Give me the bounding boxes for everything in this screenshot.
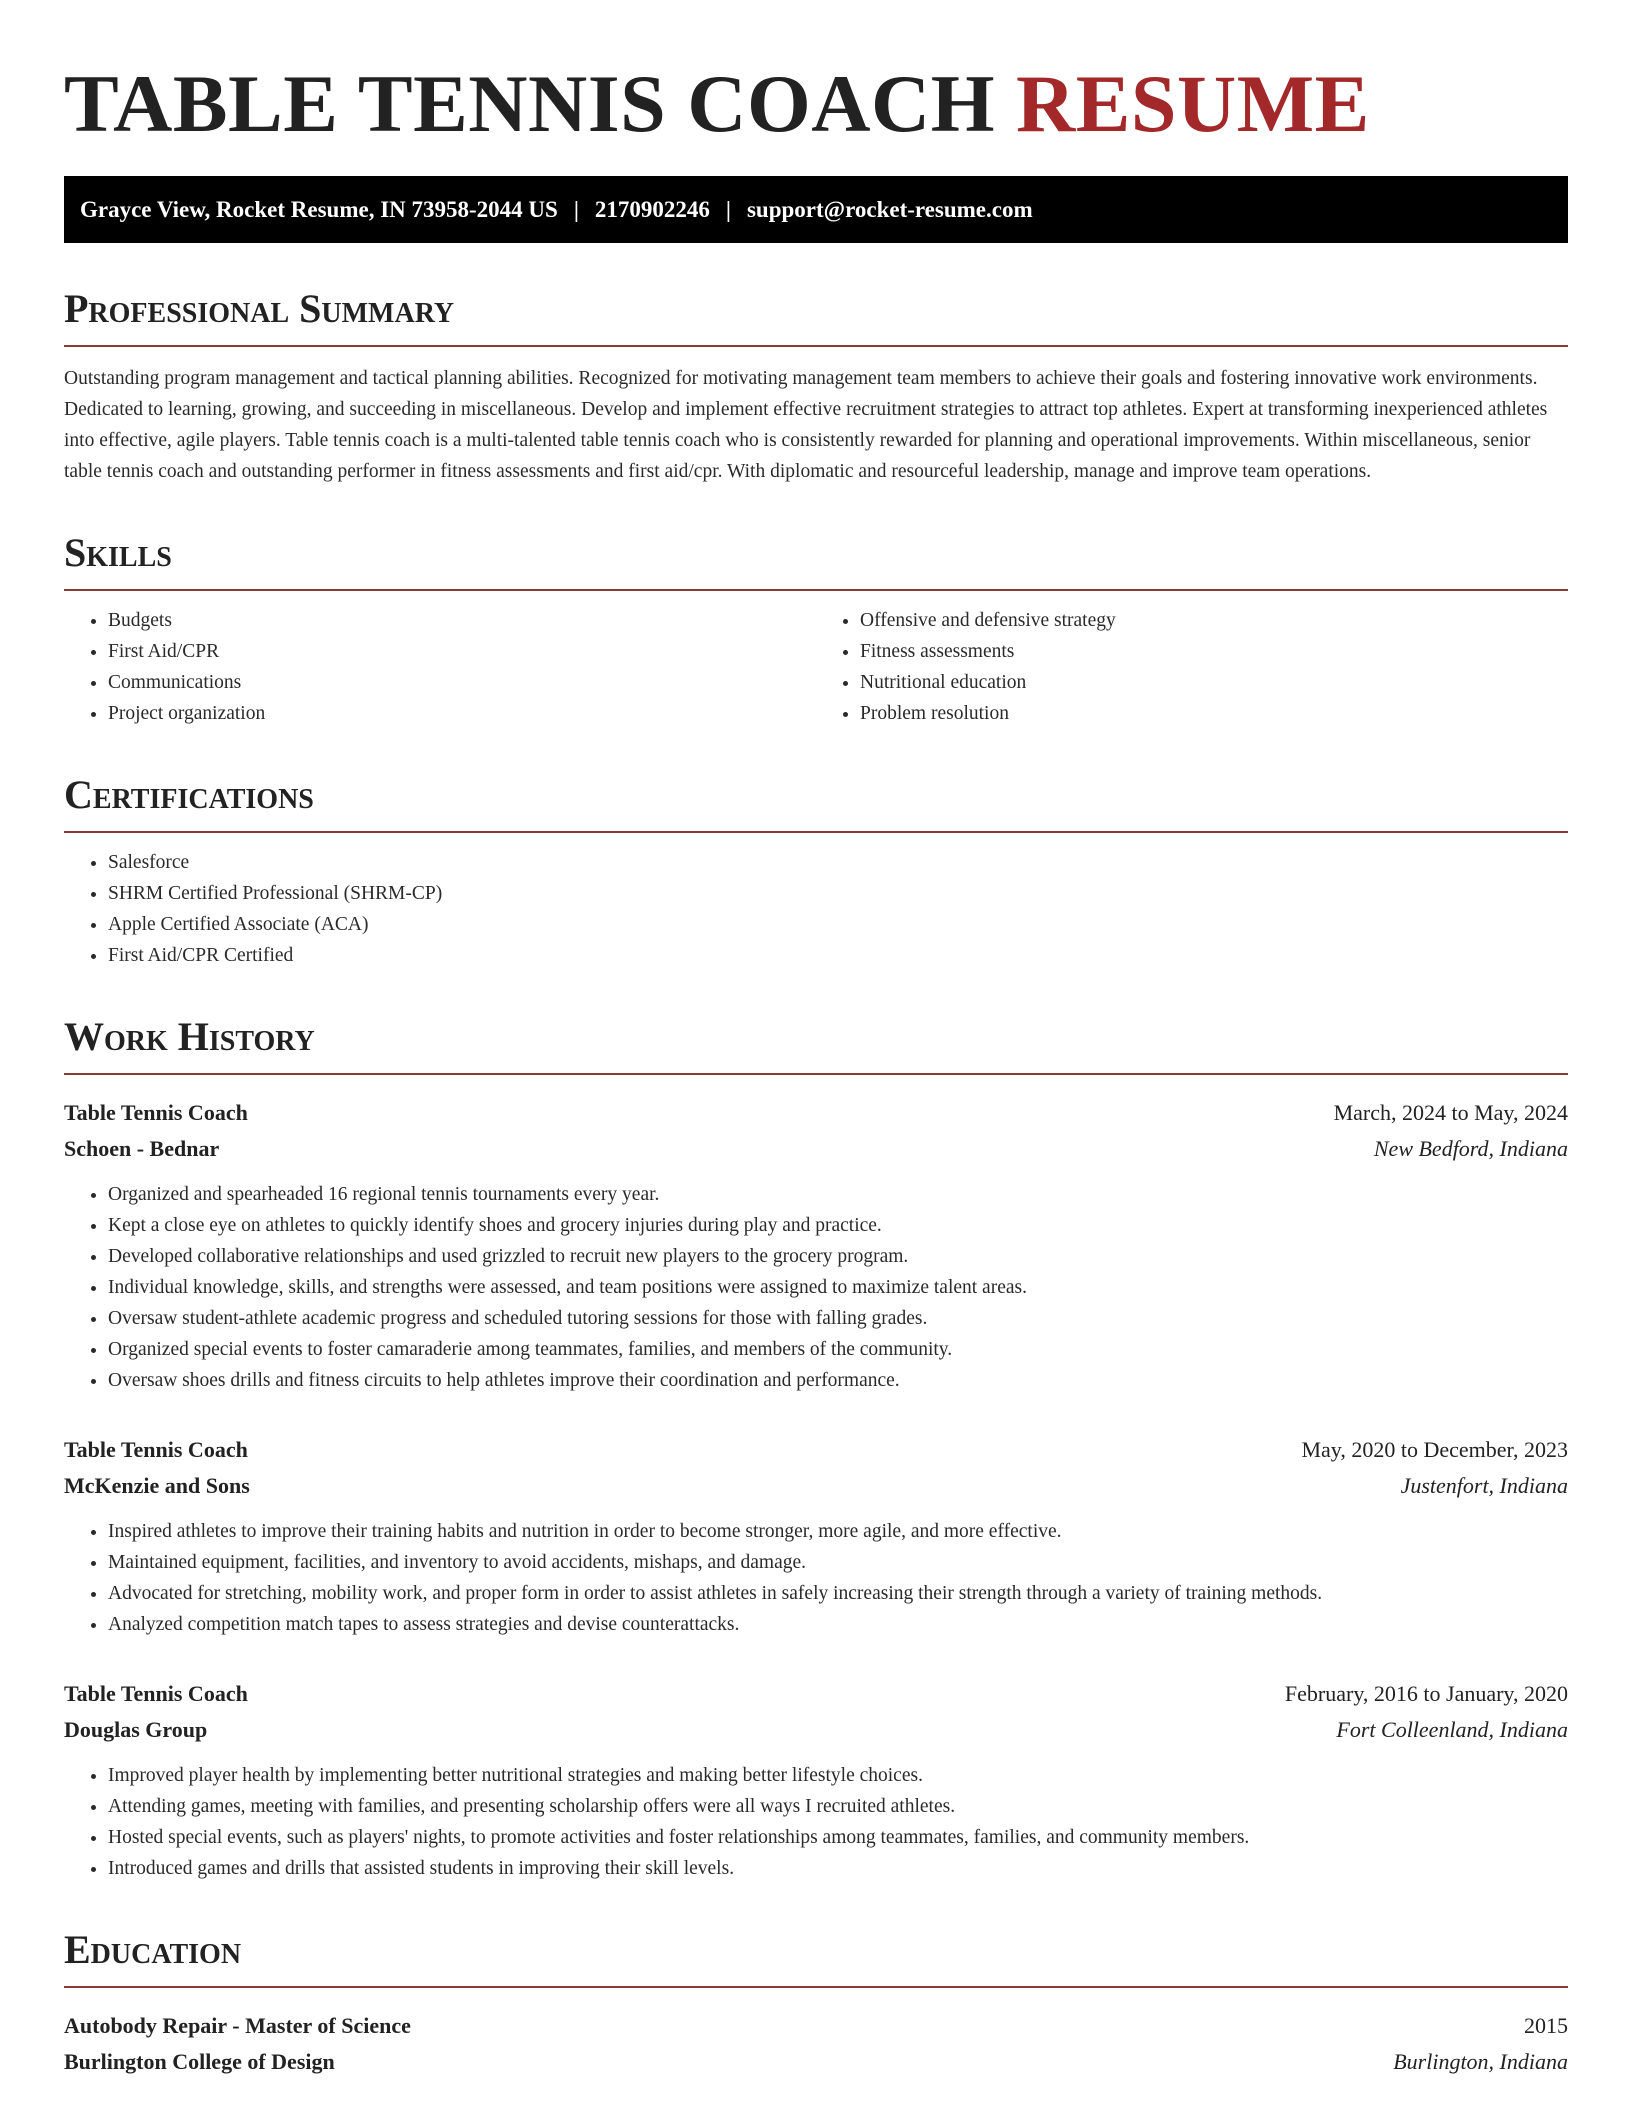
education-section xyxy=(64,1926,1568,2080)
job-entry xyxy=(64,1432,1568,1640)
job-dates: February, 2016 to January, 2020 xyxy=(1284,1681,1568,1706)
job-bullets xyxy=(64,1516,1568,1640)
job-bullet: • Introduced games and drills that assisted students in improving their skill levels. xyxy=(108,1853,1568,1884)
job-dates: March, 2024 to May, 2024 xyxy=(1333,1100,1568,1125)
skill-item: • Communications xyxy=(108,667,816,698)
summary-section xyxy=(64,285,1568,487)
job-bullet: • Kept a close eye on athletes to quickly identify shoes and grocery injuries during play and practice. xyxy=(108,1210,1568,1241)
contact-separator: | xyxy=(573,196,579,222)
job-bullet: • Attending games, meeting with families, and presenting scholarship offers were all ways I recruited athletes. xyxy=(108,1791,1568,1822)
education-school-row xyxy=(64,2044,1568,2080)
job-bullet: • Inspired athletes to improve their training habits and nutrition in order to become stronger, more agile, and more effective. xyxy=(108,1516,1568,1547)
job-bullet: • Improved player health by implementing better nutritional strategies and making better lifestyle choices. xyxy=(108,1760,1568,1791)
contact-separator: | xyxy=(725,196,731,222)
certifications-section xyxy=(64,771,1568,971)
work-section xyxy=(64,1013,1568,1884)
skill-item: • First Aid/CPR xyxy=(108,636,816,667)
education-location: Burlington, Indiana xyxy=(1393,2049,1568,2074)
skills-list-right xyxy=(816,605,1568,729)
skill-item: • Problem resolution xyxy=(860,698,1568,729)
education-year: 2015 xyxy=(1524,2013,1568,2038)
section-title-work: Work History xyxy=(64,1013,1568,1075)
skills-section xyxy=(64,529,1568,729)
section-title-certifications: Certifications xyxy=(64,771,1568,833)
job-bullet: • Organized special events to foster camaraderie among teammates, families, and members of the community. xyxy=(108,1334,1568,1365)
section-title-education: Education xyxy=(64,1926,1568,1988)
skill-item: • Nutritional education xyxy=(860,667,1568,698)
contact-address: Grayce View, Rocket Resume, IN 73958-2044 US xyxy=(80,196,558,222)
job-company-row xyxy=(64,1131,1568,1167)
job-role: Table Tennis Coach xyxy=(64,1100,248,1125)
section-title-summary: Professional Summary xyxy=(64,285,1568,347)
job-company: McKenzie and Sons xyxy=(64,1473,250,1498)
job-bullet: • Advocated for stretching, mobility work, and proper form in order to assist athletes in safely increasing their strength through a variety of training methods. xyxy=(108,1578,1568,1609)
certification-item: • First Aid/CPR Certified xyxy=(108,940,1568,971)
skills-list-left xyxy=(64,605,816,729)
job-header-row xyxy=(64,1676,1568,1712)
skill-item: • Project organization xyxy=(108,698,816,729)
education-degree: Autobody Repair - Master of Science xyxy=(64,2013,411,2038)
skill-item: • Budgets xyxy=(108,605,816,636)
summary-text: Outstanding program management and tactical planning abilities. Recognized for motivating management team members to achieve their goals and fostering innovative work environments. Dedicated to learning, growing, and succeeding in miscellaneous. Develop and implement effective recruitment strategies to attract top athletes. Expert at transforming inexperienced athletes into effective, agile players. Table tennis coach is a multi-talented table tennis coach who is consistently rewarded for planning and operational improvements. Within miscellaneous, senior table tennis coach and outstanding performer in fitness assessments and first aid/cpr. With diplomatic and resourceful leadership, manage and improve team operations. xyxy=(64,368,1548,482)
education-degree-row xyxy=(64,2008,1568,2044)
job-bullet: • Developed collaborative relationships and used grizzled to recruit new players to the grocery program. xyxy=(108,1241,1568,1272)
job-location: Justenfort, Indiana xyxy=(1400,1473,1568,1498)
title-main: TABLE TENNIS COACH xyxy=(64,58,1016,149)
job-role: Table Tennis Coach xyxy=(64,1681,248,1706)
job-company: Douglas Group xyxy=(64,1717,208,1742)
skills-grid xyxy=(64,605,1568,729)
section-title-skills: Skills xyxy=(64,529,1568,591)
job-bullet: • Oversaw student-athlete academic progress and scheduled tutoring sessions for those with falling grades. xyxy=(108,1303,1568,1334)
job-location: New Bedford, Indiana xyxy=(1373,1136,1568,1161)
education-school: Burlington College of Design xyxy=(64,2049,335,2074)
title-accent: RESUME xyxy=(1015,58,1370,149)
contact-phone: 2170902246 xyxy=(594,196,710,222)
skill-item: • Offensive and defensive strategy xyxy=(860,605,1568,636)
job-company-row xyxy=(64,1468,1568,1504)
contact-email: support@rocket-resume.com xyxy=(746,196,1033,222)
certification-item: • Apple Certified Associate (ACA) xyxy=(108,909,1568,940)
skill-item: • Fitness assessments xyxy=(860,636,1568,667)
certification-item: • SHRM Certified Professional (SHRM-CP) xyxy=(108,878,1568,909)
job-dates: May, 2020 to December, 2023 xyxy=(1301,1437,1568,1462)
job-bullet: • Maintained equipment, facilities, and inventory to avoid accidents, mishaps, and damage. xyxy=(108,1547,1568,1578)
education-entry xyxy=(64,2008,1568,2080)
job-bullet: • Analyzed competition match tapes to assess strategies and devise counterattacks. xyxy=(108,1609,1568,1640)
job-role: Table Tennis Coach xyxy=(64,1437,248,1462)
job-entry xyxy=(64,1676,1568,1884)
certification-item: • Salesforce xyxy=(108,847,1568,878)
job-bullet: • Individual knowledge, skills, and strengths were assessed, and team positions were assigned to maximize talent areas. xyxy=(108,1272,1568,1303)
job-location: Fort Colleenland, Indiana xyxy=(1336,1717,1568,1742)
certifications-list xyxy=(64,847,1568,971)
job-bullets xyxy=(64,1760,1568,1884)
job-bullet: • Organized and spearheaded 16 regional tennis tournaments every year. xyxy=(108,1179,1568,1210)
job-header-row xyxy=(64,1095,1568,1131)
contact-bar xyxy=(64,176,1568,243)
job-header-row xyxy=(64,1432,1568,1468)
job-company-row xyxy=(64,1712,1568,1748)
job-bullets xyxy=(64,1179,1568,1396)
job-bullet: • Oversaw shoes drills and fitness circuits to help athletes improve their coordination and performance. xyxy=(108,1365,1568,1396)
resume-title xyxy=(64,56,1568,152)
job-company: Schoen - Bednar xyxy=(64,1136,220,1161)
job-bullet: • Hosted special events, such as players' nights, to promote activities and foster relationships among teammates, families, and community members. xyxy=(108,1822,1568,1853)
job-entry xyxy=(64,1095,1568,1396)
